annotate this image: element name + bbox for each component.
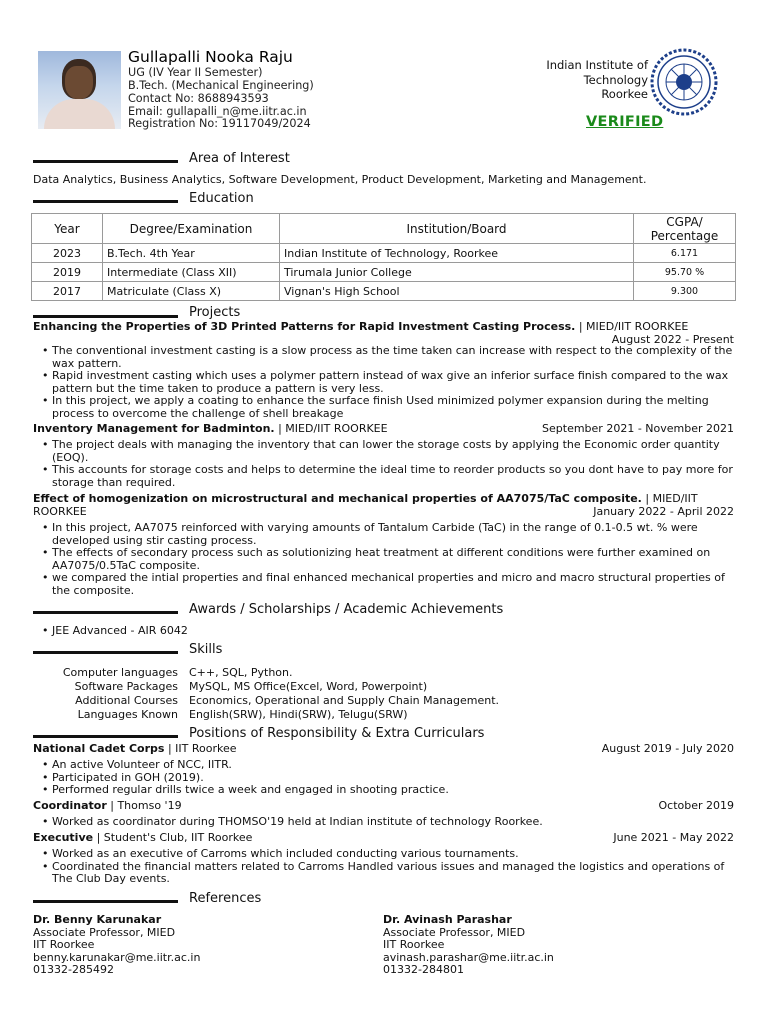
institute-seal-logo	[650, 48, 718, 116]
reference-email: avinash.parashar@me.iitr.ac.in	[383, 950, 554, 964]
skill-value: MySQL, MS Office(Excel, Word, Powerpoint)	[189, 680, 428, 693]
cell-score: 9.300	[634, 282, 736, 301]
por-role: National Cadet Corps	[33, 742, 165, 755]
list-item: • This accounts for storage costs and helps to determine the ideal time to reorder products so you dont have to pay more for storage than required.	[42, 464, 738, 489]
section-rule	[33, 200, 178, 203]
col-degree: Degree/Examination	[103, 214, 280, 244]
cell-year: 2023	[32, 244, 103, 263]
list-item: • Coordinated the financial matters related to Carroms Handled various issues and managed the logistics and operations of The Club Day events.	[42, 861, 738, 886]
section-rule	[33, 651, 178, 654]
section-title-skills: Skills	[189, 642, 223, 657]
por-date-1: August 2019 - July 2020	[601, 742, 734, 755]
cell-score: 95.70 %	[634, 263, 736, 282]
list-item: • The project deals with managing the inventory that can lower the storage costs by applying the Economic order quantity (EOQ).	[42, 439, 738, 464]
contact-line: Contact No: 8688943593	[128, 92, 269, 105]
por-date-2: October 2019	[658, 799, 734, 812]
col-score	[634, 214, 736, 244]
project-bullets-1	[42, 345, 738, 421]
table-row	[32, 263, 736, 282]
section-title-por: Positions of Responsibility & Extra Curriculars	[189, 726, 485, 741]
por-role: Coordinator	[33, 799, 107, 812]
list-item: • In this project, AA7075 reinforced with varying amounts of Tantalum Carbide (TaC) in the range of 0.1-0.5 wt. % were developed using stir casting process.	[42, 522, 738, 547]
project-title-3	[33, 493, 698, 506]
list-item: • The effects of secondary process such as solutionizing heat treatment at different conditions were further examined on AA7075/0.5TaC composite.	[42, 547, 738, 572]
cell-degree: Intermediate (Class XII)	[103, 263, 280, 282]
list-item: • Participated in GOH (2019).	[42, 772, 738, 785]
section-rule	[33, 315, 178, 318]
reference-title: Associate Professor, MIED	[33, 925, 176, 939]
section-title-projects: Projects	[189, 305, 241, 320]
list-item: • Worked as an executive of Carroms which included conducting various tournaments.	[42, 848, 738, 861]
por-title-3	[33, 832, 252, 845]
cell-year: 2019	[32, 263, 103, 282]
reference-title: Associate Professor, MIED	[383, 925, 526, 939]
por-org: | IIT Roorkee	[164, 742, 237, 755]
col-score-line2: Percentage	[650, 228, 719, 243]
list-item: • Performed regular drills twice a week and engaged in shooting practice.	[42, 784, 738, 797]
education-table	[31, 213, 736, 301]
cell-degree: B.Tech. 4th Year	[103, 244, 280, 263]
por-bullets-1	[42, 759, 738, 797]
skill-key: Languages Known	[77, 708, 178, 721]
list-item: • we compared the intial properties and final enhanced mechanical properties and micro and macro structural properties of the composite.	[42, 572, 738, 597]
candidate-name: Gullapalli Nooka Raju	[128, 48, 293, 66]
por-title-1	[33, 743, 237, 756]
section-rule	[33, 900, 178, 903]
project-name: Enhancing the Properties of 3D Printed Patterns for Rapid Investment Casting Process.	[33, 320, 576, 333]
program-line: UG (IV Year II Semester)	[128, 66, 263, 79]
cell-degree: Matriculate (Class X)	[103, 282, 280, 301]
section-title-references: References	[189, 891, 262, 906]
institute-line-1: Indian Institute of	[546, 58, 648, 72]
project-bullets-2	[42, 439, 738, 489]
reference-2	[383, 914, 554, 977]
section-rule	[33, 160, 178, 163]
por-date-3: June 2021 - May 2022	[613, 831, 734, 844]
project-org: | MIED/IIT	[641, 492, 698, 505]
reference-phone: 01332-284801	[383, 963, 464, 977]
registration-line: Registration No: 19117049/2024	[128, 117, 311, 130]
list-item: • Worked as coordinator during THOMSO'19 held at Indian institute of technology Roorkee.	[42, 816, 738, 829]
section-title-awards: Awards / Scholarships / Academic Achievements	[189, 602, 504, 617]
reference-email: benny.karunakar@me.iitr.ac.in	[33, 950, 201, 964]
list-item: • In this project, we apply a coating to enhance the surface finish Used minimized polymer expansion during the melting process to overcome the challenge of shell breakage	[42, 395, 738, 420]
skill-key: Software Packages	[74, 680, 178, 693]
profile-photo	[38, 51, 121, 129]
project-title-2	[33, 423, 388, 436]
list-item: • The conventional investment casting is a slow process as the time taken can increase with respect to the complexity of the wax pattern.	[42, 345, 738, 370]
skill-key: Computer languages	[62, 666, 178, 679]
project-date-3: January 2022 - April 2022	[593, 505, 734, 518]
reference-institution: IIT Roorkee	[33, 938, 95, 952]
reference-name: Dr. Avinash Parashar	[383, 913, 512, 926]
interest-text: Data Analytics, Business Analytics, Software Development, Product Development, Marketing and Management.	[33, 173, 647, 186]
skill-value: Economics, Operational and Supply Chain Management.	[189, 694, 500, 707]
email-line: Email: gullapalli_n@me.iitr.ac.in	[128, 105, 307, 118]
project-date-1: August 2022 - Present	[611, 333, 734, 346]
table-row	[32, 282, 736, 301]
section-title-interest: Area of Interest	[189, 151, 290, 166]
skill-value: C++, SQL, Python.	[189, 666, 293, 679]
cell-score: 6.171	[634, 244, 736, 263]
section-rule	[33, 611, 178, 614]
reference-phone: 01332-285492	[33, 963, 114, 977]
project-org: | MIED/IIT ROORKEE	[274, 422, 388, 435]
list-item: • Rapid investment casting which uses a polymer pattern instead of wax give an inferior surface finish compared to the wax pattern but the time taken to produce a pattern is very less.	[42, 370, 738, 395]
skill-key: Additional Courses	[75, 694, 178, 707]
por-role: Executive	[33, 831, 94, 844]
institute-line-3: Roorkee	[601, 87, 648, 101]
list-item: • JEE Advanced - AIR 6042	[42, 625, 738, 638]
reference-institution: IIT Roorkee	[383, 938, 445, 952]
table-row	[32, 244, 736, 263]
verified-stamp: VERIFIED	[586, 114, 664, 130]
section-rule	[33, 735, 178, 738]
col-institution: Institution/Board	[280, 214, 634, 244]
col-score-line1: CGPA/	[666, 214, 703, 229]
reference-name: Dr. Benny Karunakar	[33, 913, 162, 926]
project-org-cont-3: ROORKEE	[33, 505, 87, 518]
por-bullets-2	[42, 816, 738, 829]
degree-line: B.Tech. (Mechanical Engineering)	[128, 79, 314, 92]
project-date-2: September 2021 - November 2021	[542, 422, 734, 435]
project-org: | MIED/IIT ROORKEE	[575, 320, 689, 333]
skill-value: English(SRW), Hindi(SRW), Telugu(SRW)	[189, 708, 408, 721]
cell-institution: Tirumala Junior College	[280, 263, 634, 282]
institute-name	[546, 58, 648, 102]
por-org: | Student's Club, IIT Roorkee	[93, 831, 253, 844]
project-name: Inventory Management for Badminton.	[33, 422, 275, 435]
section-title-education: Education	[189, 191, 254, 206]
por-title-2	[33, 800, 182, 813]
por-org: | Thomso '19	[106, 799, 182, 812]
col-year: Year	[32, 214, 103, 244]
cell-institution: Indian Institute of Technology, Roorkee	[280, 244, 634, 263]
table-header-row	[32, 214, 736, 244]
institute-line-2: Technology	[583, 72, 648, 87]
awards-list	[42, 625, 738, 638]
project-title-1	[33, 321, 688, 334]
cell-year: 2017	[32, 282, 103, 301]
por-bullets-3	[42, 848, 738, 886]
list-item: • An active Volunteer of NCC, IITR.	[42, 759, 738, 772]
cell-institution: Vignan's High School	[280, 282, 634, 301]
project-name: Effect of homogenization on microstructural and mechanical properties of AA7075/TaC composite.	[33, 492, 642, 505]
reference-1	[33, 914, 200, 977]
project-bullets-3	[42, 522, 738, 598]
